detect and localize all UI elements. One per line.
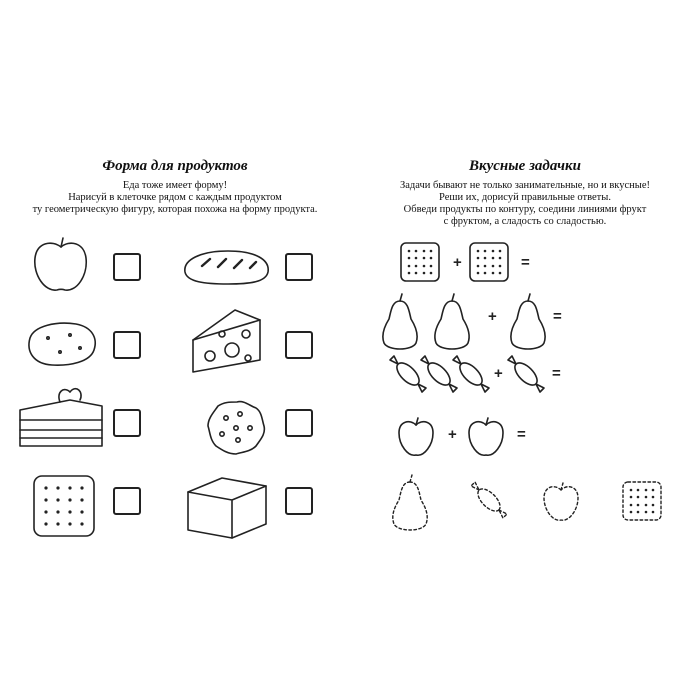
answer-box[interactable] [285,253,313,281]
plus-sign: + [494,365,503,382]
apple-icon [469,418,503,455]
cracker-icon [470,243,508,281]
answer-box[interactable] [113,409,141,437]
cake-slice-icon [20,389,102,446]
right-page-title: Вкусные задачки [469,158,581,174]
pear-icon [511,294,545,349]
cheese-wedge-icon [193,310,260,372]
equals-sign: = [517,426,526,443]
dotted-cracker-icon [623,482,661,520]
pear-icon [435,294,469,349]
dotted-candy-icon [468,482,509,518]
plus-sign: + [453,254,462,271]
intro-line: Реши их, дорисуй правильные ответы. [439,192,611,203]
intro-line: с фруктом, а сладость со сладостью. [443,216,607,227]
right-page [350,0,700,700]
apple-icon [35,238,86,290]
brick-bread-icon [188,478,266,538]
answer-box[interactable] [285,409,313,437]
answer-box[interactable] [113,253,141,281]
dotted-pear-icon [393,475,427,530]
square-cracker-icon [34,476,94,536]
answer-box[interactable] [285,487,313,515]
intro-line: Нарисуй в клеточке рядом с каждым продуктом [68,192,282,203]
left-page-title: Форма для продуктов [102,158,248,174]
pear-icon [383,294,417,349]
right-puzzle-illustrations [350,0,700,700]
equals-sign: = [553,308,562,325]
candy-icon [450,356,491,392]
cracker-icon [401,243,439,281]
intro-line: Задачи бывают не только занимательные, но и вкусные! [399,180,651,191]
intro-line: Еда тоже имеет форму! [122,180,228,191]
intro-line: ту геометрическую фигуру, которая похожа на форму продукта. [32,204,318,215]
answer-box[interactable] [113,331,141,359]
intro-line: Обведи продукты по контуру, соедини линиями фрукт [403,204,647,215]
plus-sign: + [488,308,497,325]
apple-icon [399,418,433,455]
plus-sign: + [448,426,457,443]
bread-loaf-icon [185,251,268,284]
round-cookie-icon [208,402,264,454]
equals-sign: = [552,365,561,382]
dotted-apple-icon [544,483,578,520]
answer-box[interactable] [285,331,313,359]
potato-icon [29,323,95,365]
candy-icon [505,356,546,392]
equals-sign: = [521,254,530,271]
answer-box[interactable] [113,487,141,515]
